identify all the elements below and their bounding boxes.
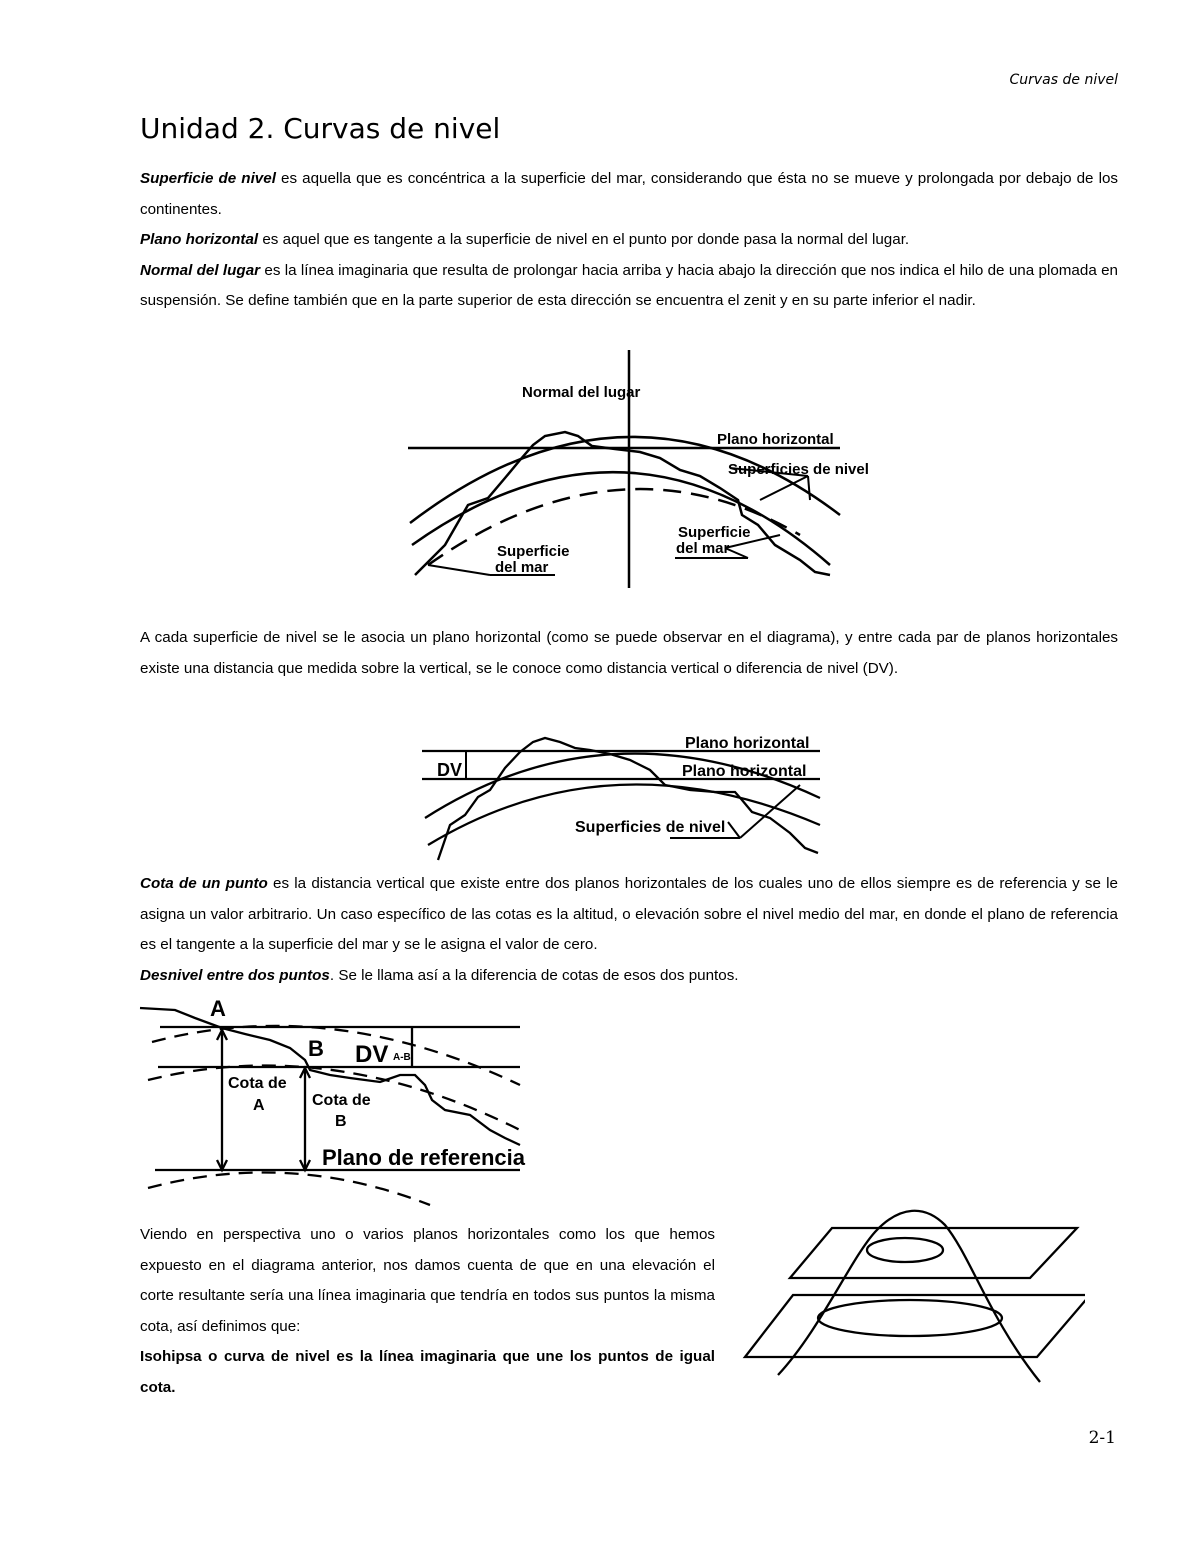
figure-normal-del-lugar	[400, 345, 890, 595]
label-dv: DV	[355, 1041, 389, 1068]
upper-contour	[867, 1238, 943, 1262]
cota-paragraph	[140, 869, 1118, 991]
label-point-b: B	[308, 1036, 324, 1061]
label-dv-subscript: A-B	[393, 1052, 411, 1063]
term-normal-del-lugar: Normal del lugar	[140, 261, 261, 279]
label-dv: DV	[437, 760, 463, 780]
level-surface-inner	[412, 472, 830, 565]
label-superficies-de-nivel: Superficies de nivel	[728, 461, 869, 478]
label-cota-b-2: B	[335, 1113, 347, 1130]
terrain-profile	[415, 432, 830, 575]
lower-plane	[745, 1295, 1085, 1357]
figure-distancia-vertical	[415, 728, 835, 868]
term-desnivel: Desnivel entre dos puntos	[140, 966, 330, 984]
cota-text: es la distancia vertical que existe entre dos planos horizontales de los cuales uno de ellos siempre es de referencia y se le asigna un valor arbitrario. Un caso específico de las cotas es la altitud, o elevación sobre el nivel medio del mar, en donde el plano de referencia es el tangente a la superficie del mar y se le asigna el valor de cero.	[140, 875, 1119, 953]
term-cota-de-un-punto: Cota de un punto	[140, 875, 268, 892]
label-plano-de-referencia: Plano de referencia	[322, 1145, 525, 1170]
label-superficies-de-nivel: Superficies de nivel	[575, 819, 726, 836]
figure-cotas	[135, 995, 555, 1210]
desnivel-text: . Se le llama así a la diferencia de cotas de esos dos puntos.	[329, 966, 739, 984]
label-cota-b-1: Cota de	[312, 1092, 371, 1109]
perspective-paragraph	[140, 1220, 715, 1403]
terrain-profile	[438, 738, 818, 860]
term-plano-horizontal: Plano horizontal	[140, 231, 259, 248]
sea-surface	[148, 1172, 430, 1205]
label-superficie-mar-right-2: del mar	[676, 540, 730, 557]
running-header: Curvas de nivel	[1009, 72, 1118, 88]
page-number: 2-1	[1088, 1428, 1116, 1448]
term-superficie-de-nivel: Superficie de nivel	[140, 170, 276, 187]
label-plano-horizontal: Plano horizontal	[717, 431, 834, 448]
figure-perspective-planes	[735, 1200, 1085, 1390]
label-cota-a-1: Cota de	[228, 1075, 287, 1092]
definition-normal-text: es la línea imaginaria que resulta de prolongar hacia arriba y hacia abajo la dirección que nos indica el hilo de una plomada en suspensión. Se define también que en la parte superior de esta dirección se encuentra el zenit y en su parte inferior el nadir.	[140, 261, 1118, 309]
label-plano-horizontal-bottom: Plano horizontal	[682, 763, 807, 780]
label-plano-horizontal-top: Plano horizontal	[685, 735, 810, 752]
page-title: Unidad 2. Curvas de nivel	[140, 112, 501, 145]
label-normal-del-lugar: Normal del lugar	[522, 384, 641, 401]
label-superficie-mar-right-1: Superficie	[678, 524, 751, 541]
definition-superficie-text: es aquella que es concéntrica a la superficie del mar, considerando que ésta no se mueve y prolongada por debajo de los continentes.	[140, 170, 1118, 218]
label-point-a: A	[210, 996, 226, 1021]
definition-plano-text: es aquel que es tangente a la superficie de nivel en el punto por donde pasa la normal del lugar.	[258, 231, 910, 248]
label-superficie-mar-left-1: Superficie	[497, 543, 570, 560]
label-cota-a-2: A	[253, 1097, 265, 1114]
dv-paragraph: A cada superficie de nivel se le asocia un plano horizontal (como se puede observar en el diagrama), y entre cada par de planos horizontales existe una distancia que medida sobre la vertical, se le conoce como distancia vertical o diferencia de nivel (DV).	[140, 629, 1118, 677]
upper-plane	[790, 1228, 1077, 1278]
lower-contour	[818, 1300, 1002, 1336]
perspective-text: Viendo en perspectiva uno o varios planos horizontales como los que hemos expuesto en el diagrama anterior, nos damos cuenta de que en una elevación el corte resultante sería una línea imaginaria que tendría en todos sus puntos la misma cota, así definimos que:	[140, 1226, 715, 1335]
terrain-profile	[140, 1008, 520, 1145]
isohipsa-definition: Isohipsa o curva de nivel es la línea imaginaria que une los puntos de igual cota.	[140, 1348, 715, 1396]
label-superficie-mar-left-2: del mar	[495, 559, 549, 576]
definition-paragraph	[140, 164, 1118, 317]
